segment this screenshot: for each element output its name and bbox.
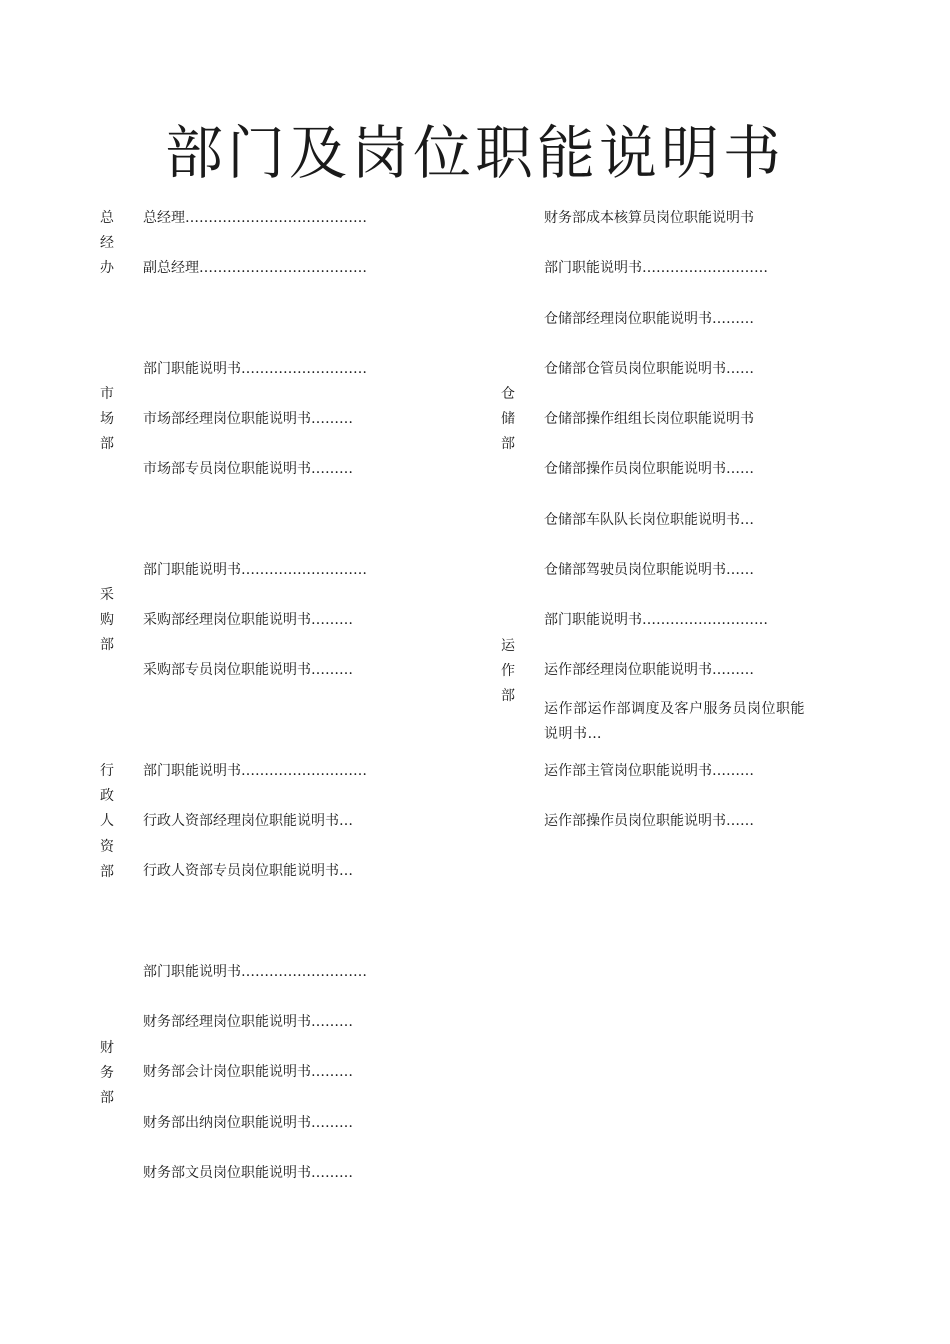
dept-label-cangchu: 仓储部	[501, 386, 515, 453]
toc-item[interactable]: 市场部专员岗位职能说明书………	[143, 461, 353, 477]
toc-item[interactable]: 仓储部仓管员岗位职能说明书……	[544, 361, 754, 377]
dept-label-xingzheng: 行政人资部	[100, 763, 114, 880]
toc-item[interactable]: 仓储部驾驶员岗位职能说明书……	[544, 562, 754, 578]
toc-item[interactable]: 仓储部操作员岗位职能说明书……	[544, 461, 754, 477]
toc-item[interactable]: 仓储部经理岗位职能说明书………	[544, 311, 754, 327]
toc-item[interactable]: 总经理…………………………………	[143, 210, 367, 226]
toc-item[interactable]: 财务部经理岗位职能说明书………	[143, 1014, 353, 1030]
toc-item[interactable]: 行政人资部专员岗位职能说明书…	[143, 863, 353, 879]
toc-item[interactable]: 仓储部车队队长岗位职能说明书…	[544, 512, 754, 528]
dept-label-zongjingban: 总经办	[100, 210, 114, 277]
toc-item[interactable]: 财务部成本核算员岗位职能说明书	[544, 210, 754, 226]
dept-label-shichang: 市场部	[100, 386, 114, 453]
toc-item[interactable]: 部门职能说明书………………………	[143, 763, 367, 779]
toc-item[interactable]: 副总经理………………………………	[143, 260, 367, 276]
toc-item[interactable]: 财务部会计岗位职能说明书………	[143, 1064, 353, 1080]
toc-item[interactable]: 财务部文员岗位职能说明书………	[143, 1165, 353, 1181]
toc-item[interactable]: 部门职能说明书………………………	[143, 562, 367, 578]
toc-item[interactable]: 部门职能说明书………………………	[143, 964, 367, 980]
dept-label-caiwu: 财务部	[100, 1040, 114, 1107]
toc-item[interactable]: 仓储部操作组组长岗位职能说明书	[544, 411, 754, 427]
toc-item[interactable]: 市场部经理岗位职能说明书………	[143, 411, 353, 427]
toc-item[interactable]: 部门职能说明书………………………	[544, 612, 768, 628]
dept-label-yunzuo: 运作部	[501, 638, 515, 705]
toc-item[interactable]: 财务部出纳岗位职能说明书………	[143, 1115, 353, 1131]
toc-item[interactable]: 运作部操作员岗位职能说明书……	[544, 813, 754, 829]
dept-label-caigou: 采购部	[100, 587, 114, 654]
toc-item[interactable]: 采购部经理岗位职能说明书………	[143, 612, 353, 628]
document-title: 部门及岗位职能说明书	[164, 119, 785, 187]
toc-item[interactable]: 运作部运作部调度及客户服务员岗位职能说明书…	[544, 701, 805, 742]
toc-item[interactable]: 运作部主管岗位职能说明书………	[544, 763, 754, 779]
toc-item[interactable]: 部门职能说明书………………………	[143, 361, 367, 377]
toc-item[interactable]: 采购部专员岗位职能说明书………	[143, 662, 353, 678]
toc-item[interactable]: 部门职能说明书………………………	[544, 260, 768, 276]
toc-item[interactable]: 行政人资部经理岗位职能说明书…	[143, 813, 353, 829]
toc-item[interactable]: 运作部经理岗位职能说明书………	[544, 662, 754, 678]
